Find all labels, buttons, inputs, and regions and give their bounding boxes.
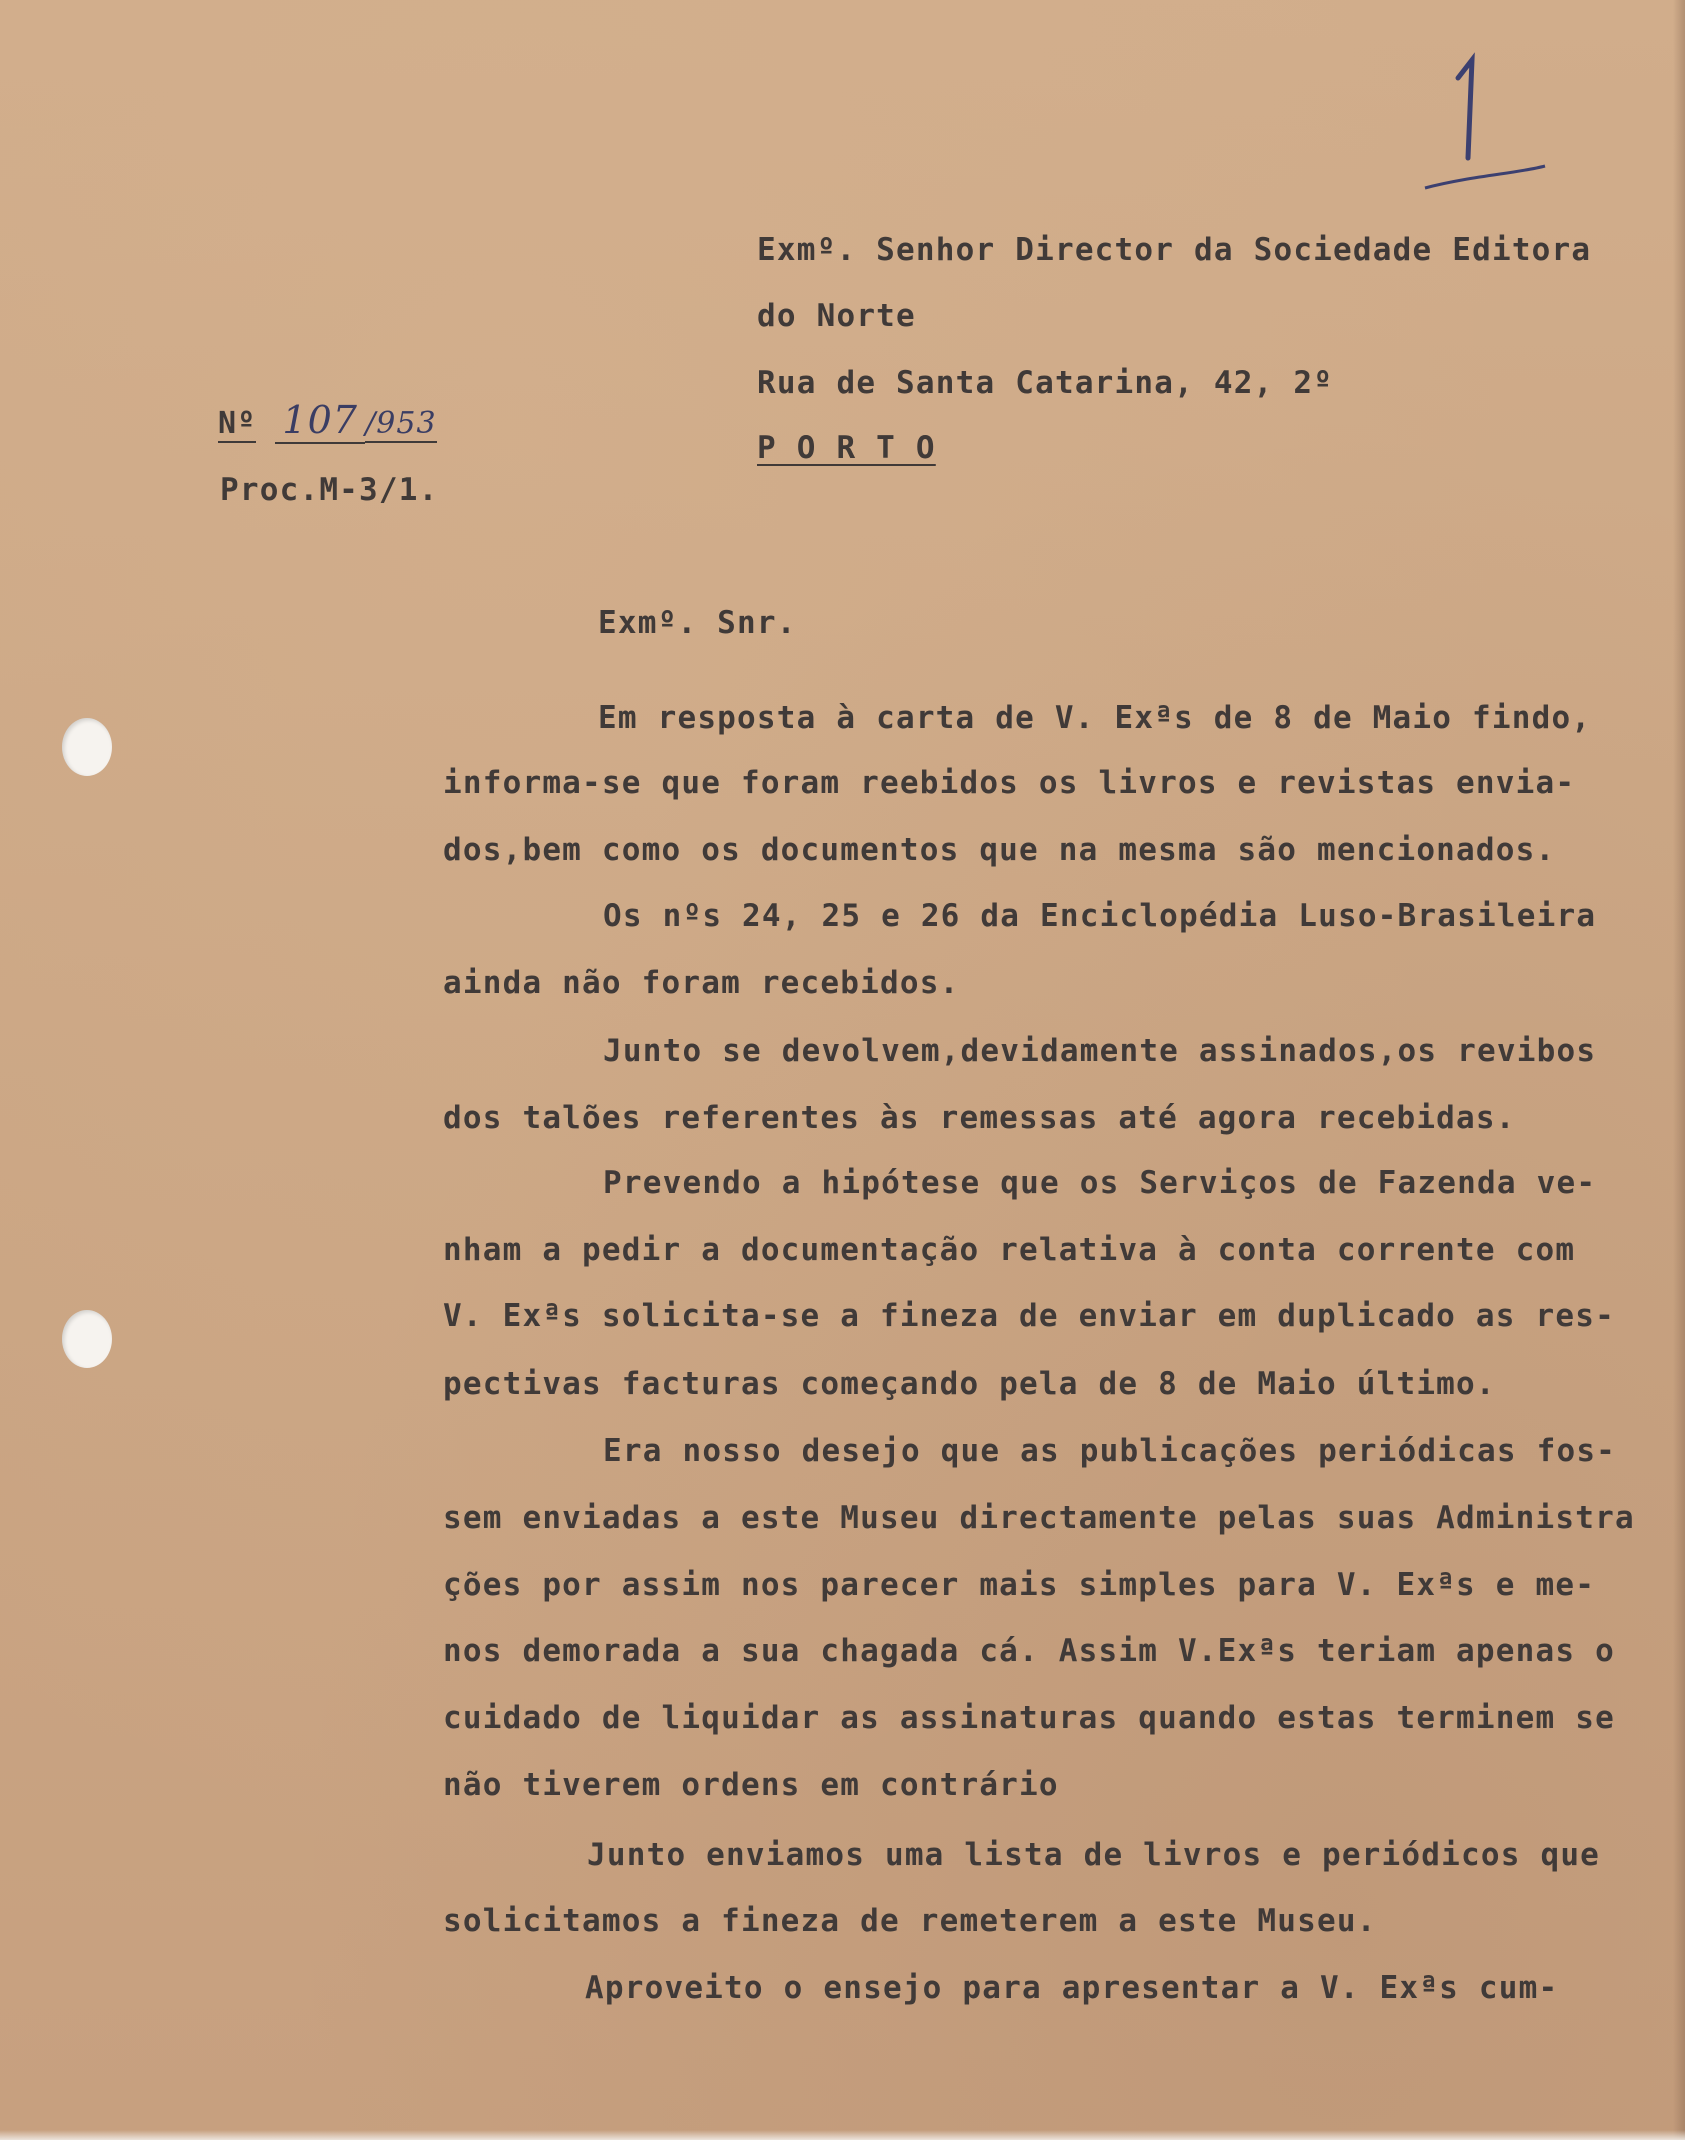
body-line-12: Era nosso desejo que as publicações periódicas fos- [603, 1433, 1617, 1469]
process-reference: Proc.M-3/1. [220, 472, 439, 508]
body-line-3: dos,bem como os documentos que na mesma são mencionados. [443, 832, 1556, 868]
body-line-17: não tiverem ordens em contrário [443, 1767, 1059, 1803]
body-line-19: solicitamos a fineza de remeterem a este Museu. [443, 1903, 1377, 1939]
page-edge-shadow [1673, 0, 1685, 2140]
body-line-9: nham a pedir a documentação relativa à conta corrente com [443, 1232, 1576, 1268]
reference-handwritten-number: 107 [275, 398, 365, 444]
reference-number [218, 398, 437, 444]
reference-year: /953 [365, 406, 437, 441]
handwritten-mark-graphic [1410, 38, 1550, 198]
address-city: P O R T O [757, 430, 936, 466]
salutation: Exmº. Snr. [598, 605, 797, 641]
body-line-18: Junto enviamos uma lista de livros e periódicos que [587, 1837, 1601, 1873]
reference-prefix: Nº [218, 406, 257, 441]
address-line-2: do Norte [757, 298, 916, 334]
body-line-8: Prevendo a hipótese que os Serviços de Fazenda ve- [603, 1165, 1597, 1201]
address-line-3: Rua de Santa Catarina, 42, 2º [757, 365, 1334, 401]
punch-hole-bottom [62, 1310, 112, 1368]
body-line-11: pectivas facturas começando pela de 8 de Maio último. [443, 1366, 1496, 1402]
address-line-1: Exmº. Senhor Director da Sociedade Editora [757, 232, 1592, 268]
body-line-15: nos demorada a sua chagada cá. Assim V.Exªs teriam apenas o [443, 1633, 1615, 1669]
body-line-14: ções por assim nos parecer mais simples para V. Exªs e me- [443, 1567, 1596, 1603]
punch-hole-top [62, 718, 112, 776]
body-line-20: Aproveito o ensejo para apresentar a V. Exªs cum- [585, 1970, 1559, 2006]
body-line-5: ainda não foram recebidos. [443, 965, 960, 1001]
body-line-1: Em resposta à carta de V. Exªs de 8 de Maio findo, [598, 700, 1592, 736]
body-line-6: Junto se devolvem,devidamente assinados,os revibos [603, 1033, 1597, 1069]
body-line-16: cuidado de liquidar as assinaturas quando estas terminem se [443, 1700, 1615, 1736]
body-line-2: informa-se que foram reebidos os livros e revistas envia- [443, 765, 1576, 801]
body-line-13: sem enviadas a este Museu directamente pelas suas Administra [443, 1500, 1635, 1536]
body-line-7: dos talões referentes às remessas até agora recebidas. [443, 1100, 1516, 1136]
page-bottom-edge [0, 2130, 1685, 2140]
body-line-10: V. Exªs solicita-se a fineza de enviar em duplicado as res- [443, 1298, 1615, 1334]
handwritten-page-mark [1410, 38, 1550, 198]
body-line-4: Os nºs 24, 25 e 26 da Enciclopédia Luso-Brasileira [603, 898, 1597, 934]
